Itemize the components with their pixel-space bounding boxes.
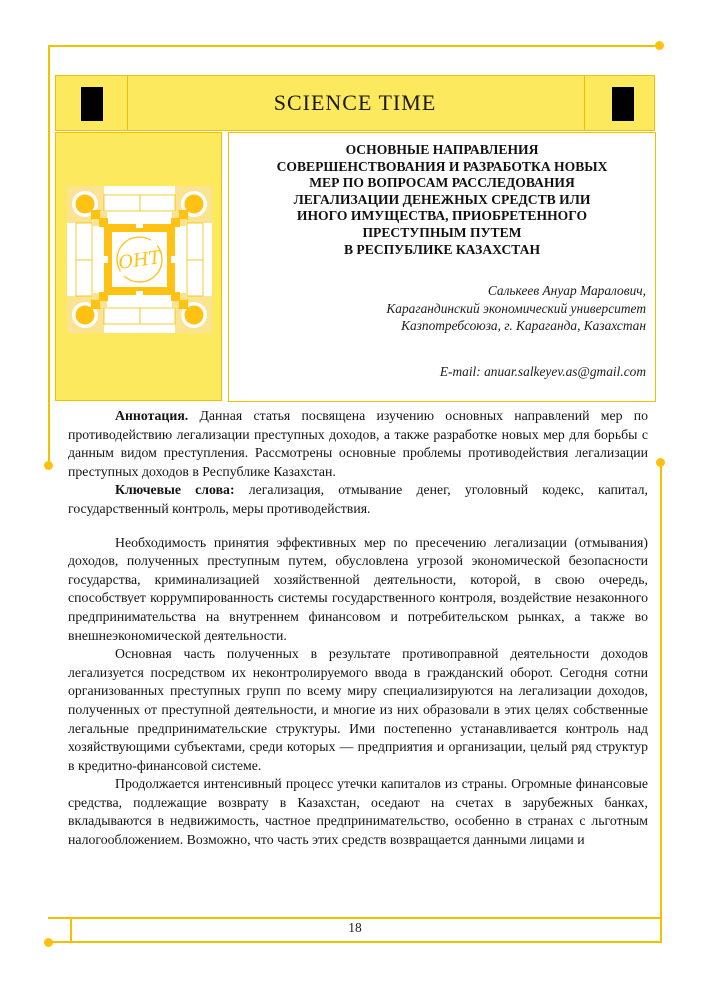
keywords-paragraph [68, 481, 648, 518]
abstract-paragraph [68, 407, 648, 481]
article-header-box [228, 132, 656, 402]
author-name: Салькеев Ануар Маралович, [487, 283, 646, 299]
article-title [229, 142, 655, 258]
frame-dot-top-right [655, 41, 664, 50]
article-title-line: ЛЕГАЛИЗАЦИИ ДЕНЕЖНЫХ СРЕДСТВ ИЛИ [293, 191, 591, 207]
keywords-text: легализация, отмывание денег, уголовный кодекс, капитал, государственный контроль, меры противодействия. [68, 482, 648, 516]
frame-top-line [48, 45, 662, 47]
abstract-label: Аннотация. [115, 408, 189, 423]
journal-title: SCIENCE TIME [273, 90, 437, 115]
page-number: 18 [348, 920, 362, 935]
author-email: E-mail: anuar.salkeyev.as@gmail.com [439, 363, 646, 379]
journal-header-band [55, 75, 655, 131]
footer-bottom-line [48, 941, 662, 943]
frame-left-line [48, 45, 50, 466]
journal-logo-box [55, 132, 222, 401]
article-title-line: ПРЕСТУПНЫМ ПУТЕМ [362, 224, 522, 240]
footer-top-line [48, 917, 662, 919]
body-paragraph: Необходимость принятия эффективных мер по пресечению легализации (отмывания) доходов, полученных преступным путем, обусловлена угрозой экономической безопасности государства, криминализацией хозяйственной деятельности, которой, в свою очередь, способствует коррумпированность системы государственного контроля, воздействие незаконного предпринимательства на внутреннем финансовом и потребительском рынках, а также во внешнеэкономической деятельности. [68, 534, 648, 643]
article-body [68, 407, 648, 850]
frame-dot-left-middle [44, 461, 53, 470]
article-title-line: ОСНОВНЫЕ НАПРАВЛЕНИЯ [345, 142, 539, 157]
author-affiliation: Карагандинский экономический университет [386, 300, 646, 316]
body-paragraph: Продолжается интенсивный процесс утечки капиталов из страны. Огромные финансовые средства, подлежащие возврату в Казахстан, оседают на счетах в зарубежных банках, вкладываются в недвижимость, частное предпринимательство, особенно в странах с льготным налогообложением. Возможно, что часть этих средств возвращается данными лицами и [68, 776, 648, 848]
abstract-text: Данная статья посвящена изучению основных направлений мер по противодействию легализации преступных доходов, а также разработке новых мер для борьбы с данным видом преступления. Рассмотрены основные проблемы противодействия легализации преступных доходов в Республике Казахстан. [68, 408, 648, 479]
logo-monogram-text: ОНТ [117, 247, 163, 274]
article-title-line: МЕР ПО ВОПРОСАМ РАССЛЕДОВАНИЯ [309, 175, 575, 191]
article-title-line: ИНОГО ИМУЩЕСТВА, ПРИОБРЕТЕННОГО [296, 208, 588, 224]
author-block [229, 282, 655, 335]
journal-logo-ornament [67, 186, 212, 333]
article-title-line: СОВЕРШЕНСТВОВАНИЯ И РАЗРАБОТКА НОВЫХ [276, 158, 608, 174]
body-paragraph: Основная часть полученных в результате противоправной деятельности доходов легализуется посредством их неконтролируемого ввода в гражданский оборот. Сегодня сотни организованных преступных групп по всему миру специализируются на легализации доходов, полученных от преступной деятельности, и многие из них образовали в этих целях собственные легальные предпринимательские структуры. Ими постепенно устанавливается контроль над хозяйствующими субъектами, среди которых — предприятия и организации, целый ряд структур в кредитно-финансовой системе. [68, 646, 648, 773]
keywords-label: Ключевые слова: [115, 482, 235, 498]
article-title-line: В РЕСПУБЛИКЕ КАЗАХСТАН [343, 241, 541, 257]
author-affiliation: Казпотребсоюза, г. Караганда, Казахстан [401, 318, 646, 334]
frame-dot-right-middle [656, 458, 665, 467]
frame-right-line [660, 462, 662, 943]
